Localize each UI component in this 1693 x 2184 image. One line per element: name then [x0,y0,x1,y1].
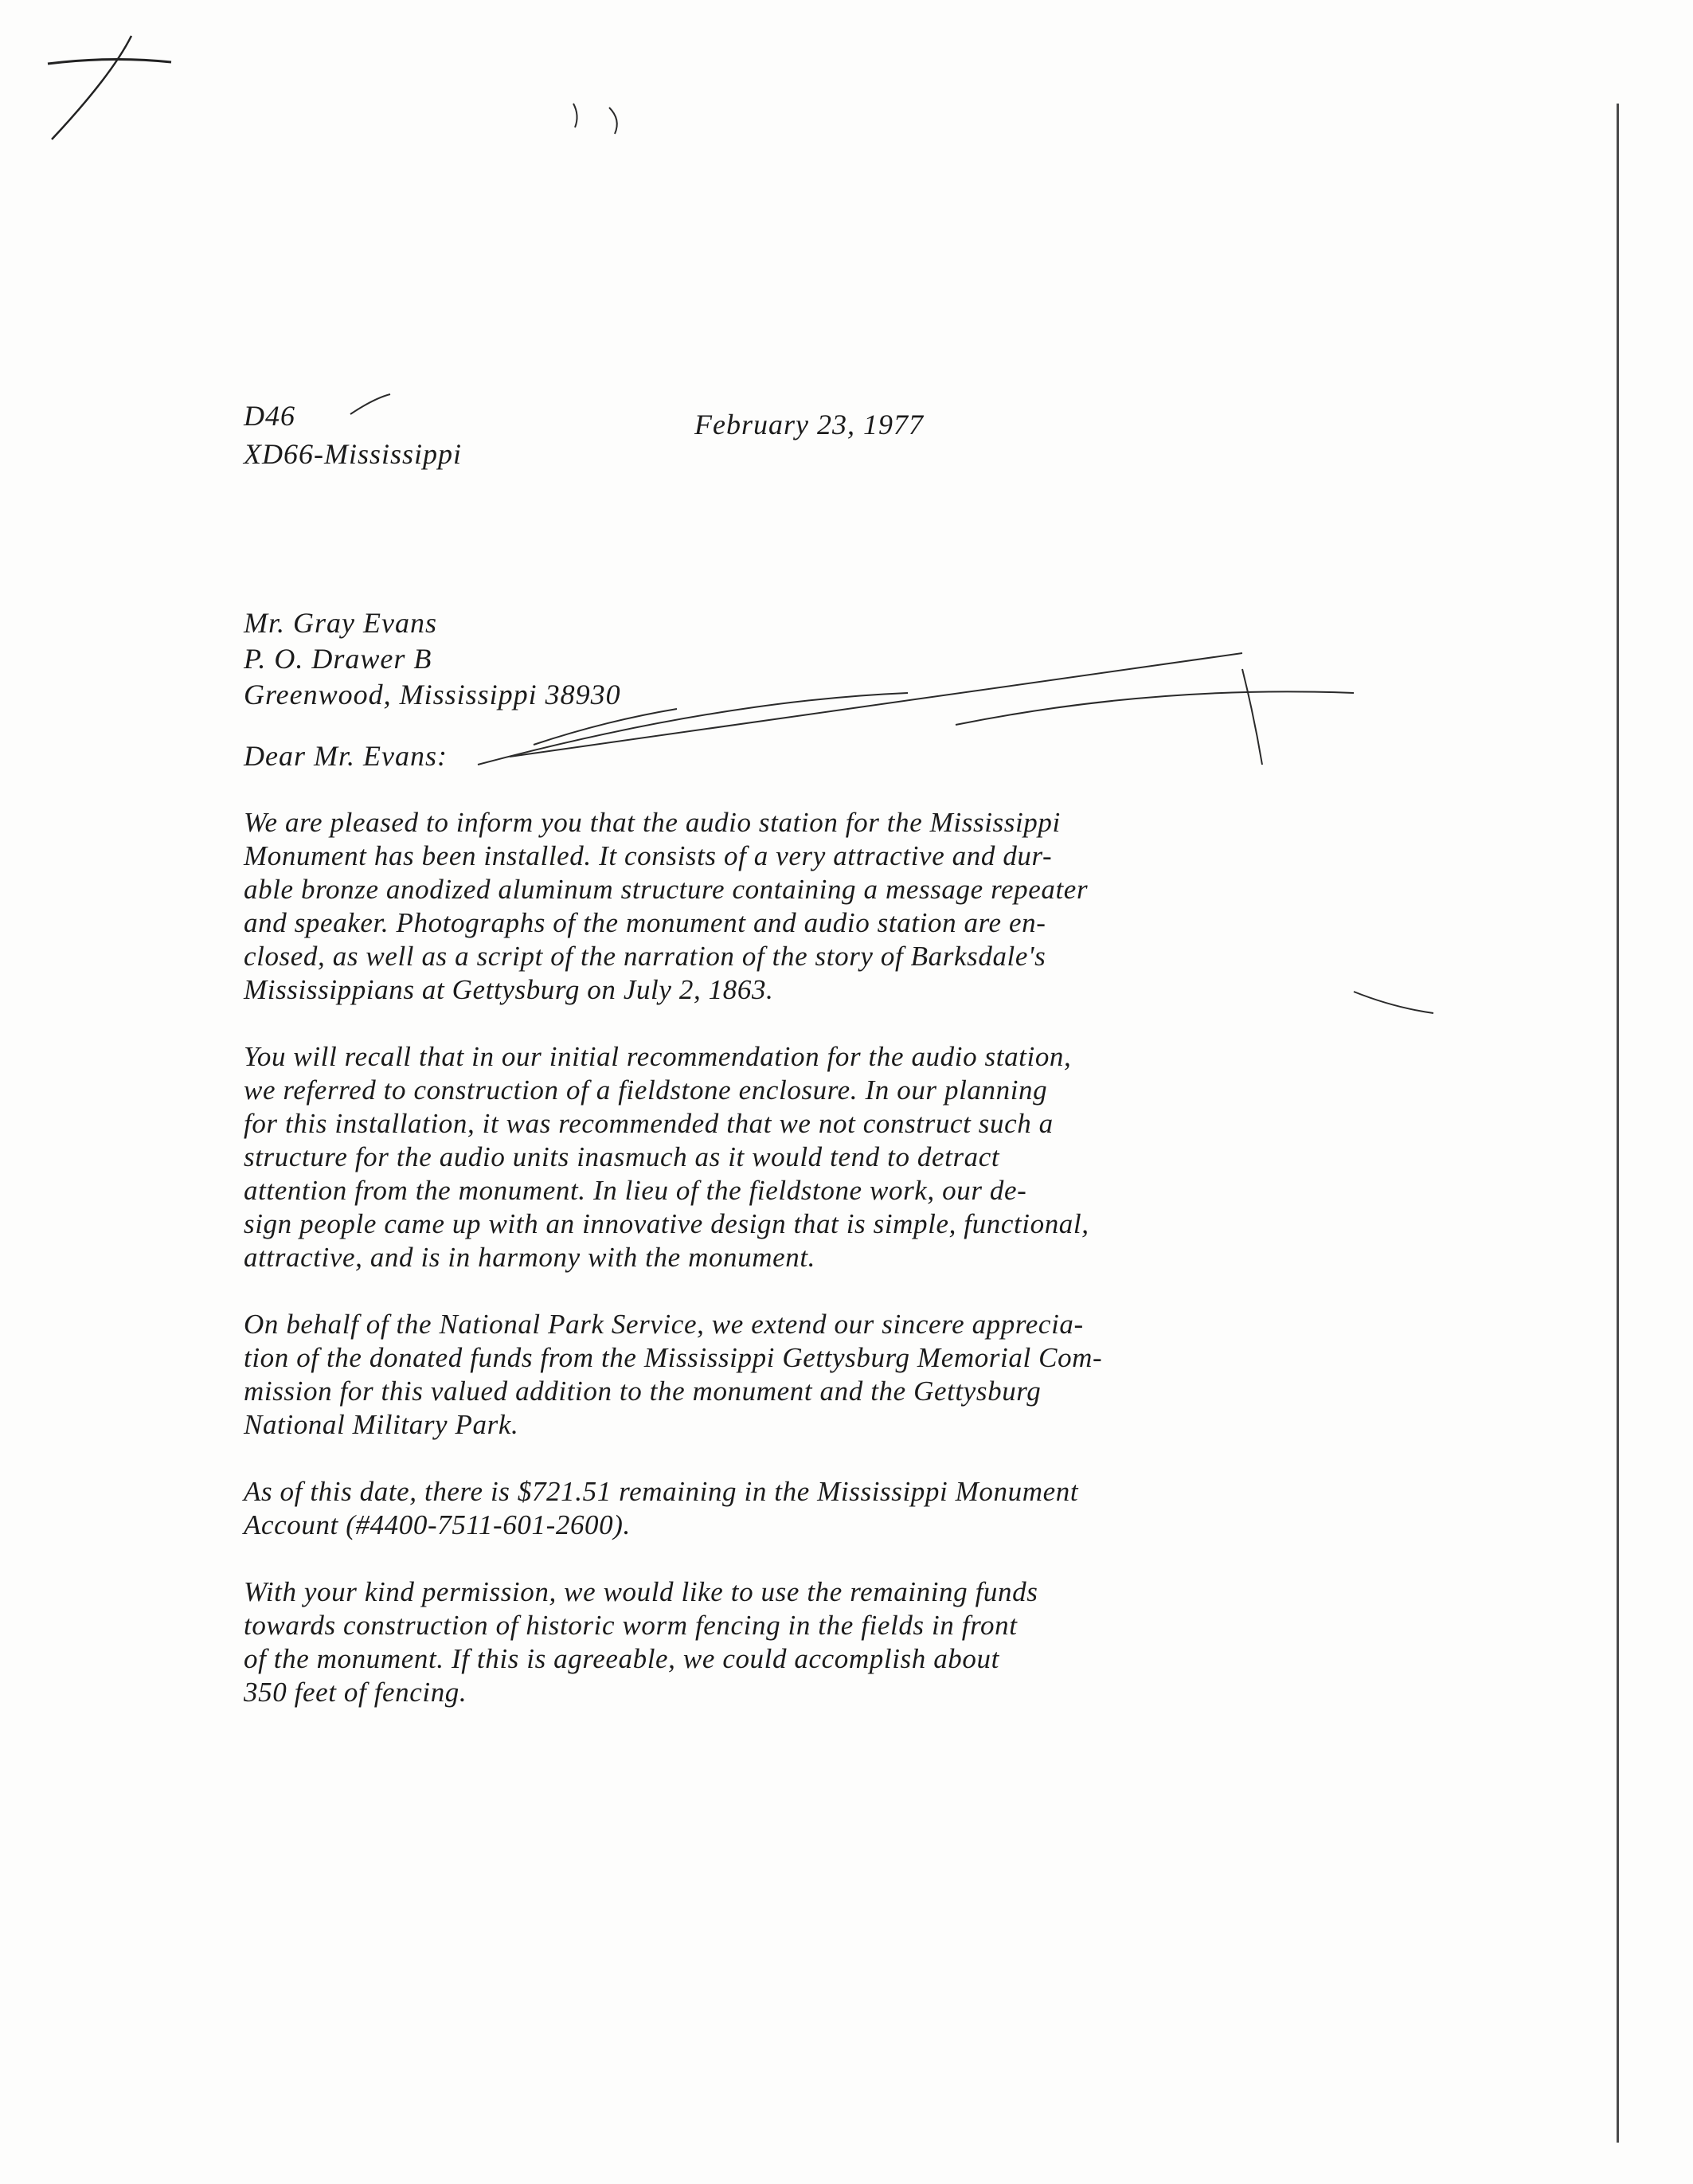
recipient-name: Mr. Gray Evans [244,607,437,639]
body-line: able bronze anodized aluminum structure containing a message repeater [244,874,1089,905]
paragraph-appreciation [244,1308,1438,1442]
recipient-address [244,605,621,713]
paragraph-fieldstone [244,1040,1438,1274]
paragraph-account-balance [244,1475,1438,1542]
body-line: of the monument. If this is agreeable, we could accomplish about [244,1643,999,1674]
body-line: 350 feet of fencing. [244,1677,467,1708]
page-edge-rule [1617,104,1619,2143]
body-line: We are pleased to inform you that the audio station for the Mississippi [244,807,1061,838]
body-line: As of this date, there is $721.51 remaining in the Mississippi Monument [244,1476,1079,1507]
salutation: Dear Mr. Evans: [244,740,448,772]
body-line: Account (#4400-7511-601-2600). [244,1509,631,1540]
body-line: mission for this valued addition to the monument and the Gettysburg [244,1376,1042,1407]
body-line: On behalf of the National Park Service, we extend our sincere apprecia- [244,1309,1084,1340]
body-line: sign people came up with an innovative design that is simple, functional, [244,1208,1089,1239]
body-line: for this installation, it was recommended that we not construct such a [244,1108,1054,1139]
recipient-city: Greenwood, Mississippi 38930 [244,679,621,710]
body-line: National Military Park. [244,1409,519,1440]
body-line: and speaker. Photographs of the monument and audio station are en- [244,907,1046,938]
body-line: towards construction of historic worm fencing in the fields in front [244,1610,1018,1641]
paragraph-audio-station [244,806,1438,1007]
body-line: attractive, and is in harmony with the monument. [244,1242,816,1273]
body-line: Monument has been installed. It consists of a very attractive and dur- [244,840,1053,871]
letter-date: February 23, 1977 [694,409,924,440]
corner-pen-mark [40,32,191,151]
file-ref-primary: D46 [244,400,295,432]
body-line: closed, as well as a script of the narration of the story of Barksdale's [244,941,1046,972]
file-reference-block [244,397,462,473]
body-line: tion of the donated funds from the Mississippi Gettysburg Memorial Com- [244,1342,1103,1373]
body-line: Mississippians at Gettysburg on July 2, 1863. [244,974,774,1005]
body-line: attention from the monument. In lieu of the fieldstone work, our de- [244,1175,1027,1206]
letter-body [244,806,1438,1743]
body-line: structure for the audio units inasmuch as it would tend to detract [244,1141,1000,1172]
body-line: we referred to construction of a fieldstone enclosure. In our planning [244,1074,1048,1106]
recipient-street: P. O. Drawer B [244,643,432,675]
body-line: You will recall that in our initial recommendation for the audio station, [244,1041,1072,1072]
paragraph-fencing [244,1575,1438,1709]
body-line: With your kind permission, we would like to use the remaining funds [244,1576,1038,1607]
file-ref-secondary: XD66-Mississippi [244,438,463,470]
